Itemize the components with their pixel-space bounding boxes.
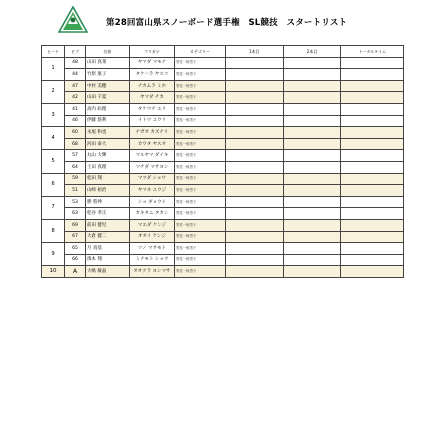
run2-time xyxy=(283,185,341,197)
table-row xyxy=(42,69,404,81)
competitor-category: 男性一般男子 xyxy=(174,208,225,220)
total-time xyxy=(341,254,404,266)
table-row xyxy=(42,173,404,185)
heat-number: 10 xyxy=(42,266,65,278)
run2-time xyxy=(283,208,341,220)
bib-number: 41 xyxy=(65,103,86,115)
run2-time xyxy=(283,150,341,162)
table-row xyxy=(42,266,404,278)
run1-time xyxy=(225,150,283,162)
competitor-name: 土田 真理 xyxy=(85,161,129,173)
run1-time xyxy=(225,196,283,208)
run1-time xyxy=(225,103,283,115)
competitor-category: 男性一般男子 xyxy=(174,127,225,139)
competitor-name: 竹原 康子 xyxy=(85,69,129,81)
competitor-furigana: ヤマダ マモナ xyxy=(129,57,174,69)
run2-time xyxy=(283,243,341,255)
table-row xyxy=(42,92,404,104)
total-time xyxy=(341,208,404,220)
competitor-category: 男性一般男子 xyxy=(174,80,225,92)
run1-time xyxy=(225,92,283,104)
competitor-furigana: カキタニ タカシ xyxy=(129,208,174,220)
run1-time xyxy=(225,254,283,266)
competitor-category: 男性一般男子 xyxy=(174,150,225,162)
bib-number: 60 xyxy=(65,127,86,139)
table-row xyxy=(42,231,404,243)
competitor-category: 男性一般男子 xyxy=(174,161,225,173)
competitor-name: 丸山 大輝 xyxy=(85,150,129,162)
bib-number: 59 xyxy=(65,173,86,185)
column-header-run1: 1本目 xyxy=(225,46,283,58)
column-header-run2: 2本目 xyxy=(283,46,341,58)
competitor-name: 伊藤 悠利 xyxy=(85,115,129,127)
competitor-name: 松田 翔 xyxy=(85,173,129,185)
total-time xyxy=(341,231,404,243)
competitor-category: 男性一般男子 xyxy=(174,243,225,255)
competitor-furigana: ツチダ マサヨシ xyxy=(129,161,174,173)
page-header xyxy=(0,0,444,40)
competitor-category: 男性一般男子 xyxy=(174,266,225,278)
table-row xyxy=(42,196,404,208)
heat-number: 5 xyxy=(42,150,65,173)
competitor-furigana: マツダ ショウ xyxy=(129,173,174,185)
run2-time xyxy=(283,57,341,69)
run1-time xyxy=(225,57,283,69)
bib-number: 44 xyxy=(65,69,86,81)
competitor-furigana: ナカムラ ミホ xyxy=(129,80,174,92)
competitor-furigana: ヤマネ ユウジ xyxy=(129,185,174,197)
run2-time xyxy=(283,138,341,150)
competitor-furigana: オオイ ケンジ xyxy=(129,231,174,243)
run1-time xyxy=(225,185,283,197)
table-row xyxy=(42,127,404,139)
table-row xyxy=(42,103,404,115)
competitor-name: 大倉 健二 xyxy=(85,231,129,243)
competitor-name: 大嶋 敏晶 xyxy=(85,266,129,278)
table-row xyxy=(42,161,404,173)
competitor-name: 中村 美穂 xyxy=(85,80,129,92)
table-row xyxy=(42,185,404,197)
bib-number: 51 xyxy=(65,185,86,197)
competitor-furigana: マエダ ケンジ xyxy=(129,219,174,231)
heat-number: 7 xyxy=(42,196,65,219)
competitor-name: 桂谷 孝正 xyxy=(85,208,129,220)
competitor-furigana: タケハラ ヤスコ xyxy=(129,69,174,81)
run2-time xyxy=(283,173,341,185)
total-time xyxy=(341,57,404,69)
bib-number: 46 xyxy=(65,115,86,127)
run1-time xyxy=(225,243,283,255)
bib-number: 63 xyxy=(65,208,86,220)
run1-time xyxy=(225,173,283,185)
heat-number: 3 xyxy=(42,103,65,126)
table-row xyxy=(42,115,404,127)
column-header-name: 名前 xyxy=(85,46,129,58)
run1-time xyxy=(225,161,283,173)
bib-number: 48 xyxy=(65,57,86,69)
run2-time xyxy=(283,161,341,173)
column-header-category: カテゴリー xyxy=(174,46,225,58)
run1-time xyxy=(225,231,283,243)
table-row xyxy=(42,57,404,69)
competitor-furigana: ミナモト ショウ xyxy=(129,254,174,266)
competitor-furigana: イトウ ユウリ xyxy=(129,115,174,127)
table-row xyxy=(42,80,404,92)
total-time xyxy=(341,196,404,208)
start-list-table xyxy=(41,45,404,278)
competitor-category: 男性一般男子 xyxy=(174,254,225,266)
run2-time xyxy=(283,115,341,127)
table-header-row xyxy=(42,46,404,58)
competitor-category: 男性一般男子 xyxy=(174,173,225,185)
competitor-name: 河田 泰大 xyxy=(85,138,129,150)
total-time xyxy=(341,173,404,185)
bib-number: 68 xyxy=(65,138,86,150)
competitor-furigana: マルヤマ ダイキ xyxy=(129,150,174,162)
competitor-furigana: ショ ギョウイ xyxy=(129,196,174,208)
competitor-category: 男性一般男子 xyxy=(174,185,225,197)
total-time xyxy=(341,185,404,197)
run1-time xyxy=(225,219,283,231)
bib-number: 67 xyxy=(65,231,86,243)
column-header-total-time: トータルタイム xyxy=(341,46,404,58)
run2-time xyxy=(283,80,341,92)
competitor-category: 男性一般男子 xyxy=(174,115,225,127)
run2-time xyxy=(283,254,341,266)
bib-number: 64 xyxy=(65,161,86,173)
total-time xyxy=(341,103,404,115)
heat-number: 8 xyxy=(42,219,65,242)
column-header-furigana: フリガナ xyxy=(129,46,174,58)
total-time xyxy=(341,138,404,150)
table-row xyxy=(42,254,404,266)
run2-time xyxy=(283,103,341,115)
competitor-furigana: オオクラ ヨシマサ xyxy=(129,266,174,278)
total-time xyxy=(341,243,404,255)
heat-number: 6 xyxy=(42,173,65,196)
heat-number: 1 xyxy=(42,57,65,80)
bib-number: 65 xyxy=(65,243,86,255)
bib-number: 42 xyxy=(65,92,86,104)
run1-time xyxy=(225,80,283,92)
bib-number: 66 xyxy=(65,254,86,266)
competitor-name: 山田 真菜 xyxy=(85,57,129,69)
competitor-furigana: ナガオ カズナリ xyxy=(129,127,174,139)
run2-time xyxy=(283,69,341,81)
column-header-bib: ビブ xyxy=(65,46,86,58)
competitor-name: 月 真基 xyxy=(85,243,129,255)
run1-time xyxy=(225,127,283,139)
table-row xyxy=(42,219,404,231)
run1-time xyxy=(225,69,283,81)
competitor-furigana: カワタ ヤスオ xyxy=(129,138,174,150)
total-time xyxy=(341,80,404,92)
heat-number: 4 xyxy=(42,127,65,150)
bib-number: 69 xyxy=(65,219,86,231)
competitor-category: 男性一般男子 xyxy=(174,92,225,104)
run2-time xyxy=(283,127,341,139)
total-time xyxy=(341,219,404,231)
run1-time xyxy=(225,266,283,278)
competitor-category: 男性一般男子 xyxy=(174,103,225,115)
competitor-name: 山田 千夏 xyxy=(85,92,129,104)
total-time xyxy=(341,127,404,139)
competitor-furigana: ヤマダ チカ xyxy=(129,92,174,104)
total-time xyxy=(341,115,404,127)
competitor-furigana: タケウチ エリ xyxy=(129,103,174,115)
table-row xyxy=(42,208,404,220)
competitor-category: 男性一般男子 xyxy=(174,196,225,208)
run1-time xyxy=(225,115,283,127)
competitor-name: 永尾 和也 xyxy=(85,127,129,139)
total-time xyxy=(341,161,404,173)
page-title: 第28回富山県スノーボード選手権 SL競技 スタートリスト xyxy=(106,18,348,28)
bib-number: 57 xyxy=(65,150,86,162)
ski-association-logo-icon xyxy=(58,6,88,34)
competitor-name: 高内 絵理 xyxy=(85,103,129,115)
bib-number: A xyxy=(65,266,86,278)
run2-time xyxy=(283,231,341,243)
total-time xyxy=(341,92,404,104)
heat-number: 2 xyxy=(42,80,65,103)
competitor-category: 男性一般男子 xyxy=(174,219,225,231)
table-row xyxy=(42,150,404,162)
total-time xyxy=(341,266,404,278)
column-header-heat: ヒート xyxy=(42,46,65,58)
competitor-name: 勝 將伸 xyxy=(85,196,129,208)
run2-time xyxy=(283,196,341,208)
total-time xyxy=(341,69,404,81)
competitor-name: 山崎 裕治 xyxy=(85,185,129,197)
competitor-category: 男性一般男子 xyxy=(174,138,225,150)
run2-time xyxy=(283,92,341,104)
competitor-name: 湊本 翔 xyxy=(85,254,129,266)
run2-time xyxy=(283,266,341,278)
bib-number: 47 xyxy=(65,80,86,92)
bib-number: 53 xyxy=(65,196,86,208)
competitor-name: 前田 健児 xyxy=(85,219,129,231)
table-row xyxy=(42,243,404,255)
total-time xyxy=(341,150,404,162)
competitor-category: 男性一般男子 xyxy=(174,231,225,243)
run2-time xyxy=(283,219,341,231)
heat-number: 9 xyxy=(42,243,65,266)
run1-time xyxy=(225,138,283,150)
competitor-furigana: ツノ マサモト xyxy=(129,243,174,255)
table-row xyxy=(42,138,404,150)
competitor-category: 男性一般男子 xyxy=(174,69,225,81)
run1-time xyxy=(225,208,283,220)
competitor-category: 男性一般男子 xyxy=(174,57,225,69)
